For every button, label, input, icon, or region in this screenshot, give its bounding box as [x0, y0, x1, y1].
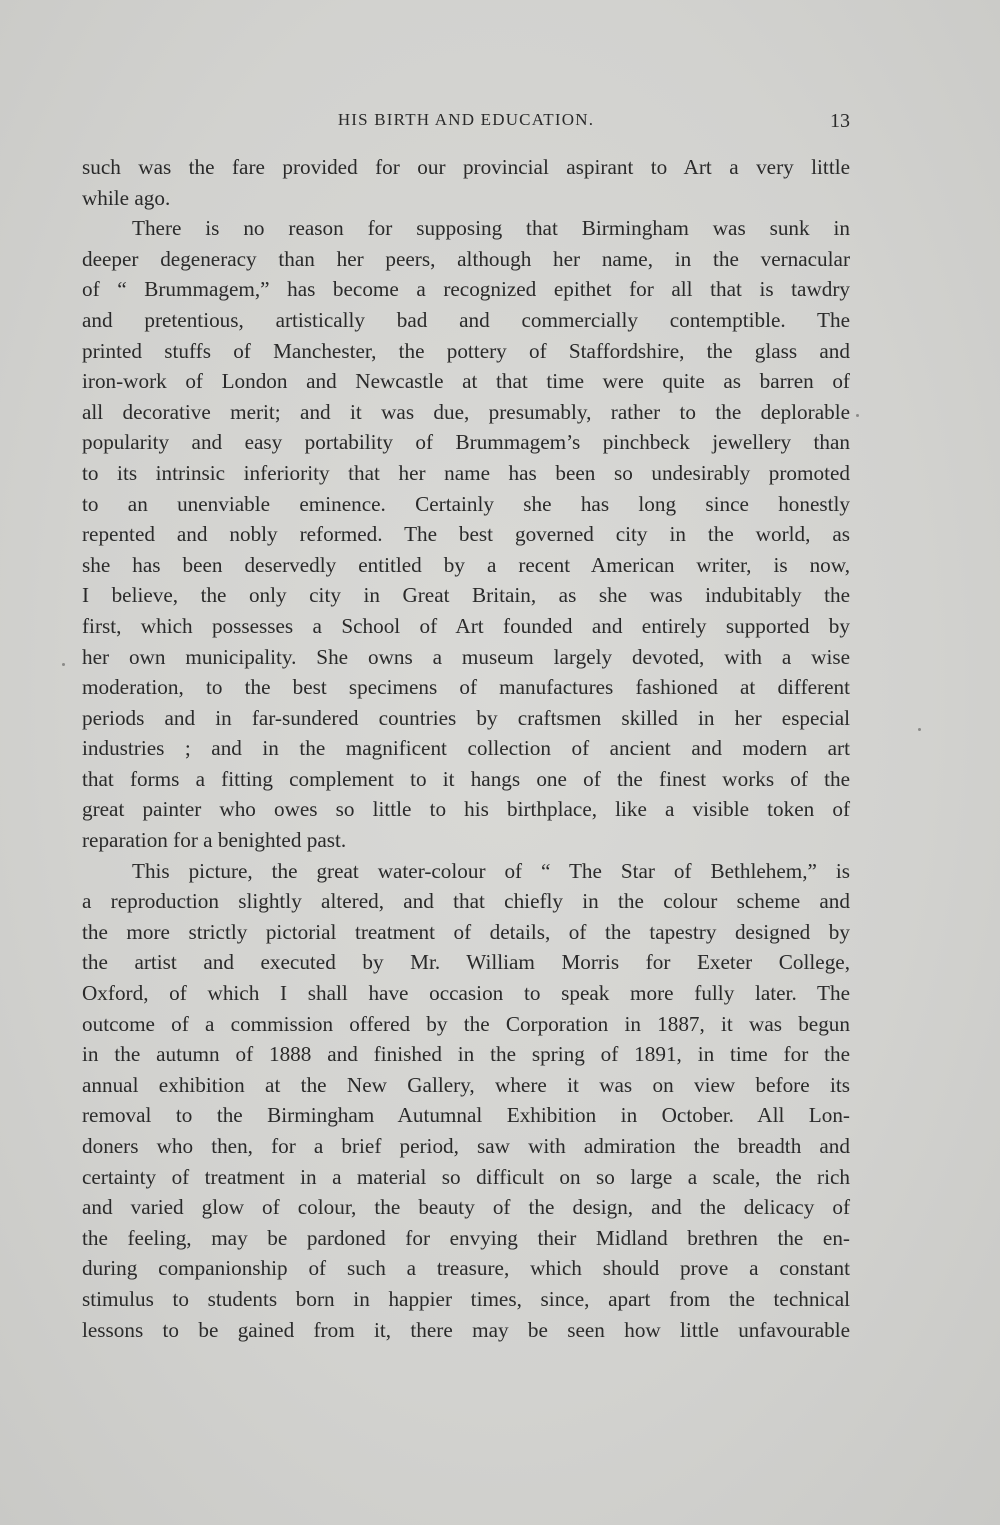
text-line: she has been deservedly entitled by a recent American writer, is now, [82, 552, 850, 577]
text-line: popularity and easy portability of Brummagem’s pinchbeck jewellery than [82, 430, 850, 455]
running-head [82, 106, 850, 136]
text-line: the feeling, may be pardoned for envying their Midland brethren the en- [82, 1225, 850, 1250]
text-line: Oxford, of which I shall have occasion to speak more fully later. The [82, 981, 850, 1006]
text-line: during companionship of such a treasure, which should prove a constant [82, 1256, 850, 1281]
text-line: repented and nobly reformed. The best governed city in the world, as [82, 522, 850, 547]
text-line: to an unenviable eminence. Certainly she has long since honestly [82, 491, 850, 516]
text-line: to its intrinsic inferiority that her name has been so undesirably promoted [82, 460, 850, 485]
text-line: iron-work of London and Newcastle at that time were quite as barren of [82, 369, 850, 394]
text-line: that forms a fitting complement to it hangs one of the finest works of the [82, 766, 850, 791]
text-line: first, which possesses a School of Art founded and entirely supported by [82, 613, 850, 638]
text-line: of “ Brummagem,” has become a recognized epithet for all that is tawdry [82, 277, 850, 302]
text-line: her own municipality. She owns a museum largely devoted, with a wise [82, 644, 850, 669]
text-line: annual exhibition at the New Gallery, where it was on view before its [82, 1072, 850, 1097]
text-line: doners who then, for a brief period, saw with admiration the breadth and [82, 1134, 850, 1158]
text-line: There is no reason for supposing that Birmingham was sunk in [132, 216, 850, 241]
paper-speck [918, 728, 921, 731]
text-line: all decorative merit; and it was due, presumably, rather to the deplorable [82, 399, 850, 424]
text-line: periods and in far-sundered countries by craftsmen skilled in her especial [82, 705, 850, 730]
text-line: the more strictly pictorial treatment of details, of the tapestry designed by [82, 919, 850, 944]
text-line: such was the fare provided for our provincial aspirant to Art a very little [82, 155, 850, 179]
text-line: and pretentious, artistically bad and commercially contemptible. The [82, 307, 850, 332]
text-line: a reproduction slightly altered, and that chiefly in the colour scheme and [82, 889, 850, 914]
body-text [82, 152, 850, 1345]
text-line: in the autumn of 1888 and finished in the spring of 1891, in time for the [82, 1042, 850, 1067]
text-line: and varied glow of colour, the beauty of the design, and the delicacy of [82, 1195, 850, 1220]
text-line: reparation for a benighted past. [82, 828, 347, 853]
text-line: while ago. [82, 185, 171, 210]
text-line: outcome of a commission offered by the Corporation in 1887, it was begun [82, 1011, 850, 1036]
text-line: lessons to be gained from it, there may be seen how little unfavourable [82, 1317, 850, 1342]
text-line: I believe, the only city in Great Britain, as she was indubitably the [82, 583, 850, 608]
text-line: deeper degeneracy than her peers, although her name, in the vernacular [82, 246, 850, 271]
text-line: removal to the Birmingham Autumnal Exhibition in October. All Lon- [82, 1103, 850, 1128]
text-line: This picture, the great water-colour of “ The Star of Bethlehem,” is [132, 858, 850, 883]
text-line: stimulus to students born in happier times, since, apart from the technical [82, 1286, 850, 1311]
text-line: industries ; and in the magnificent collection of ancient and modern art [82, 736, 850, 761]
text-line: certainty of treatment in a material so difficult on so large a scale, the rich [82, 1164, 850, 1189]
text-line: the artist and executed by Mr. William Morris for Exeter College, [82, 950, 850, 975]
paper-speck [856, 414, 859, 417]
page-number: 13 [830, 110, 850, 132]
running-title: HIS BIRTH AND EDUCATION. [337, 110, 595, 129]
text-line: moderation, to the best specimens of manufactures fashioned at different [82, 675, 850, 700]
paper-speck [62, 663, 65, 666]
text-line: great painter who owes so little to his birthplace, like a visible token of [82, 797, 850, 822]
text-line: printed stuffs of Manchester, the pottery of Staffordshire, the glass and [82, 338, 850, 363]
